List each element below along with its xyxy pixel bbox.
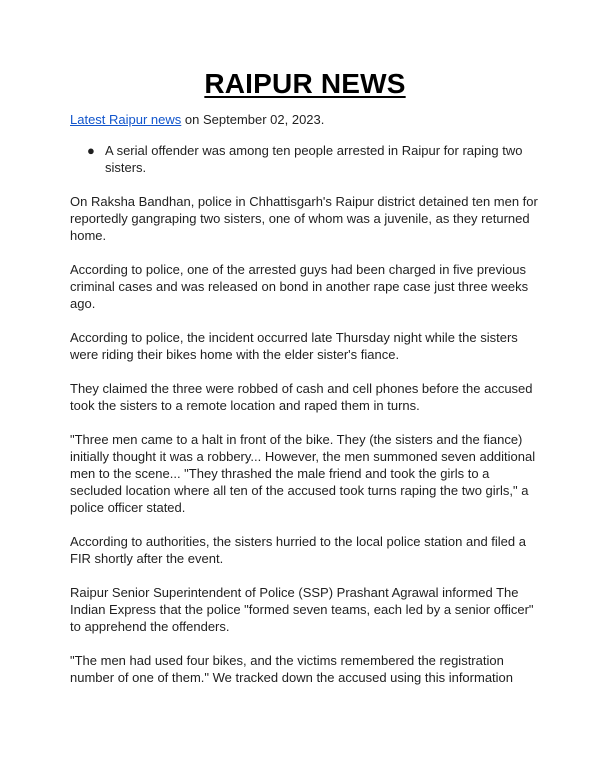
article-paragraph: "The men had used four bikes, and the victims remembered the registration number of one of them." We tracked down the accused using this information — [70, 653, 514, 685]
page-title: RAIPUR NEWS — [204, 68, 406, 99]
summary-bullet-text: A serial offender was among ten people arrested in Raipur for raping two sisters. — [105, 143, 523, 175]
summary-bullet — [87, 142, 540, 176]
latest-news-link[interactable]: Latest Raipur news — [70, 112, 182, 127]
article-paragraph: "Three men came to a halt in front of the bike. They (the sisters and the fiance) initially thought it was a robbery... However, the men summoned seven additional men to the scene... "They thrashed the male friend and took the girls to a secluded location where all ten of the accused took turns raping the two girls," a police officer stated. — [70, 432, 536, 515]
article-paragraph: According to authorities, the sisters hurried to the local police station and filed a FIR shortly after the event. — [70, 534, 526, 566]
summary-list — [70, 142, 540, 176]
article-paragraph: According to police, the incident occurred late Thursday night while the sisters were riding their bikes home with the elder sister's fiance. — [70, 330, 518, 362]
dateline-text: on September 02, 2023. — [181, 112, 325, 127]
article-paragraph: Raipur Senior Superintendent of Police (SSP) Prashant Agrawal informed The Indian Express that the police "formed seven teams, each led by a senior officer" to apprehend the offenders. — [70, 585, 534, 634]
document-page — [70, 66, 540, 703]
article-paragraph: They claimed the three were robbed of cash and cell phones before the accused took the sisters to a remote location and raped them in turns. — [70, 381, 533, 413]
dateline — [70, 111, 540, 128]
bullet-icon: ● — [87, 143, 95, 158]
article-paragraph: On Raksha Bandhan, police in Chhattisgarh's Raipur district detained ten men for reportedly gangraping two sisters, one of whom was a juvenile, as they returned home. — [70, 194, 538, 243]
article-paragraph: According to police, one of the arrested guys had been charged in five previous criminal cases and was released on bond in another rape case just three weeks ago. — [70, 262, 529, 311]
